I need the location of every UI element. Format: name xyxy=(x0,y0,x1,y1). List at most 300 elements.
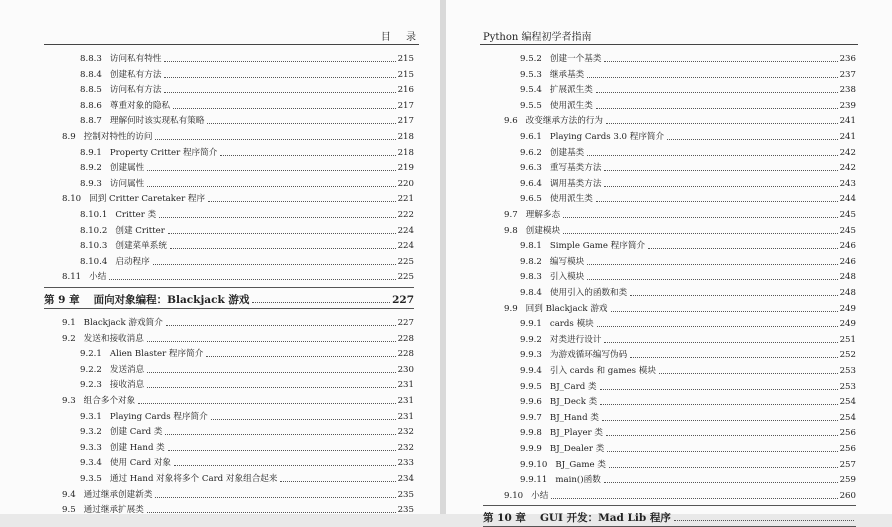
toc-entry xyxy=(504,112,856,127)
toc-page-number: 224 xyxy=(397,241,414,252)
toc-entry xyxy=(80,97,414,112)
toc-number: 8.9.1 xyxy=(80,147,102,158)
toc-page-number: 218 xyxy=(397,147,414,158)
dot-leader xyxy=(630,357,837,358)
toc-number: 9.3.5 xyxy=(80,474,102,484)
toc-title: 访问私有方法 xyxy=(109,85,162,96)
toc-number: 8.8.3 xyxy=(80,54,102,64)
toc-page-number: 235 xyxy=(397,505,414,516)
toc-entry xyxy=(520,424,856,439)
toc-page-number: 239 xyxy=(839,100,856,111)
toc-entry xyxy=(520,237,856,252)
toc-page-number: 215 xyxy=(397,69,414,80)
toc-page-number: 243 xyxy=(839,178,856,189)
toc-number: 9.9.8 xyxy=(520,428,542,439)
toc-title: 为游戏循环编写伪码 xyxy=(549,350,628,361)
dot-leader xyxy=(604,342,837,343)
toc-number: 8.10.2 xyxy=(80,225,108,236)
toc-entry xyxy=(62,128,414,143)
toc-entry xyxy=(80,408,414,423)
toc-number: 9.8.2 xyxy=(520,256,542,267)
toc-page-number: 218 xyxy=(397,132,414,142)
toc-number: 9.9.11 xyxy=(520,475,548,486)
dot-leader xyxy=(211,419,396,420)
dot-leader xyxy=(604,482,838,483)
toc-title: 创建基类 xyxy=(549,147,585,158)
toc-page-number: 228 xyxy=(397,349,414,360)
toc-page-number: 217 xyxy=(397,100,414,111)
dot-leader xyxy=(606,123,838,124)
toc-title: 创建私有方法 xyxy=(109,69,162,80)
toc-title: 重写基类方法 xyxy=(549,163,602,174)
toc-entry xyxy=(62,330,414,345)
toc-number: 9.6.5 xyxy=(520,194,542,205)
dot-leader xyxy=(604,186,837,187)
toc-title: 组合多个对象 xyxy=(83,396,136,406)
dot-leader xyxy=(597,326,838,327)
toc-page-number: 238 xyxy=(839,85,856,96)
toc-page-number: 241 xyxy=(839,132,856,142)
toc-page-number: 236 xyxy=(839,54,856,64)
toc-title: 调用基类方法 xyxy=(549,178,602,189)
dot-leader xyxy=(596,201,838,202)
toc-page-number: 242 xyxy=(839,147,856,158)
toc-title: cards 模块 xyxy=(549,319,594,330)
toc-title: 面向对象编程：Blackjack 游戏 xyxy=(93,294,250,306)
toc-entry xyxy=(520,128,856,143)
dot-leader xyxy=(147,186,395,187)
dot-leader xyxy=(164,77,395,78)
toc-entry xyxy=(520,97,856,112)
toc-title: 发送消息 xyxy=(109,364,145,375)
toc-entry xyxy=(80,112,414,127)
dot-leader xyxy=(147,372,395,373)
toc-title: 创建 Card 类 xyxy=(109,427,163,438)
toc-entry xyxy=(80,81,414,96)
dot-leader xyxy=(155,139,395,140)
toc-number: 第 9 章 xyxy=(44,294,80,306)
toc-chapter-entry xyxy=(44,289,414,306)
toc-title: 创建菜单系统 xyxy=(115,241,167,252)
toc-number: 9.5.2 xyxy=(520,54,542,64)
toc-entry xyxy=(520,471,856,486)
toc-title: 使用派生类 xyxy=(549,194,593,205)
dot-leader xyxy=(168,450,396,451)
toc-page-number: 225 xyxy=(397,272,414,283)
toc-page-number: 231 xyxy=(397,411,414,422)
toc-title: 理解多态 xyxy=(525,210,561,220)
toc-page-number: 231 xyxy=(397,396,414,406)
toc-page-number: 231 xyxy=(397,380,414,391)
dot-leader xyxy=(174,465,396,466)
dot-leader xyxy=(252,302,390,303)
dot-leader xyxy=(667,139,837,140)
toc-entry xyxy=(520,378,856,393)
toc-entry xyxy=(80,175,414,190)
dot-leader xyxy=(602,420,838,421)
toc-number: 9.3.4 xyxy=(80,458,102,469)
dot-leader xyxy=(659,373,838,374)
toc-number: 9.6.2 xyxy=(520,147,542,158)
toc-page-number: 233 xyxy=(397,458,414,469)
toc-page-number: 221 xyxy=(397,194,414,205)
toc-page-number: 242 xyxy=(839,163,856,174)
toc-title: Simple Game 程序简介 xyxy=(549,241,646,252)
toc-number: 9.6.4 xyxy=(520,178,542,189)
toc-title: 通过 Hand 对象将多个 Card 对象组合起来 xyxy=(109,474,278,484)
toc-number: 8.8.4 xyxy=(80,69,102,80)
toc-entry xyxy=(504,222,856,237)
toc-title: BJ_Player 类 xyxy=(549,428,603,439)
dot-leader xyxy=(563,233,838,234)
toc-page-number: 215 xyxy=(397,54,414,64)
toc-entry xyxy=(520,190,856,205)
toc-number: 8.8.5 xyxy=(80,85,102,96)
toc-page-number: 227 xyxy=(397,318,414,328)
toc-page-number: 219 xyxy=(397,163,414,174)
dot-leader xyxy=(206,356,395,357)
toc-entry xyxy=(80,159,414,174)
toc-title: BJ_Card 类 xyxy=(549,381,597,392)
toc-title: 继承基类 xyxy=(549,69,585,80)
dot-leader xyxy=(587,279,837,280)
toc-title: Critter 类 xyxy=(115,210,157,220)
toc-entry xyxy=(520,440,856,455)
toc-page-number: 248 xyxy=(839,288,856,298)
dot-leader xyxy=(109,279,395,280)
dot-leader xyxy=(147,387,395,388)
toc-number: 8.8.7 xyxy=(80,116,102,127)
toc-number: 9.9.10 xyxy=(520,459,548,470)
toc-entry xyxy=(520,315,856,330)
toc-number: 9.2.2 xyxy=(80,364,102,375)
toc-entry xyxy=(62,314,414,329)
toc-entry xyxy=(520,66,856,81)
toc-number: 9.9.7 xyxy=(520,412,542,423)
toc-entry xyxy=(520,144,856,159)
toc-page-number: 251 xyxy=(839,334,856,345)
toc-title: 创建模块 xyxy=(525,225,561,236)
toc-number: 9.6.3 xyxy=(520,163,542,174)
toc-number: 9.9 xyxy=(504,303,518,314)
header-rule xyxy=(44,44,419,45)
dot-leader xyxy=(607,451,837,452)
toc-number: 9.9.6 xyxy=(520,397,542,408)
toc-title: BJ_Deck 类 xyxy=(549,397,598,408)
toc-page-number: 224 xyxy=(397,225,414,236)
toc-page-number: 241 xyxy=(839,116,856,127)
toc-entry xyxy=(80,423,414,438)
toc-entry xyxy=(80,470,414,485)
toc-entry xyxy=(80,361,414,376)
toc-title: 启动程序 xyxy=(115,256,150,267)
dot-leader xyxy=(587,264,837,265)
toc-page-number: 225 xyxy=(397,256,414,267)
toc-number: 9.9.1 xyxy=(520,319,542,330)
chapter-rule xyxy=(44,287,414,288)
toc-title: 回到 Blackjack 游戏 xyxy=(525,303,608,314)
toc-title: Playing Cards 程序简介 xyxy=(109,411,208,422)
toc-number: 第 10 章 xyxy=(483,512,526,525)
toc-entry xyxy=(80,206,414,221)
toc-number: 9.10 xyxy=(504,490,524,501)
toc-number: 9.8.4 xyxy=(520,288,542,298)
dot-leader xyxy=(166,325,396,326)
toc-entry xyxy=(520,284,856,299)
toc-entry xyxy=(504,487,856,502)
toc-entry xyxy=(520,362,856,377)
toc-entry xyxy=(62,501,414,516)
toc-title: 创建 Critter xyxy=(115,225,165,236)
dot-leader xyxy=(207,123,395,124)
dot-leader xyxy=(587,77,837,78)
toc-number: 9.8.3 xyxy=(520,272,542,283)
dot-leader xyxy=(600,404,837,405)
toc-entry xyxy=(62,486,414,501)
chapter-rule xyxy=(44,308,414,309)
toc-entry xyxy=(520,50,856,65)
toc-page-number: 248 xyxy=(839,272,856,283)
header-rule xyxy=(480,44,858,45)
dot-leader xyxy=(220,155,395,156)
right-page xyxy=(446,0,892,525)
toc-page-number: 260 xyxy=(839,490,856,501)
chapter-rule xyxy=(483,505,856,506)
toc-entry xyxy=(80,144,414,159)
dot-leader xyxy=(147,341,396,342)
dot-leader xyxy=(153,264,396,265)
toc-title: 改变继承方法的行为 xyxy=(525,116,604,127)
dot-leader xyxy=(604,170,837,171)
toc-number: 8.11 xyxy=(62,272,82,283)
dot-leader xyxy=(147,512,396,513)
dot-leader xyxy=(173,108,396,109)
dot-leader xyxy=(147,170,395,171)
toc-entry xyxy=(520,346,856,361)
toc-title: 创建一个基类 xyxy=(549,54,602,64)
toc-entry xyxy=(520,159,856,174)
toc-title: 编写模块 xyxy=(549,256,585,267)
toc-page-number: 246 xyxy=(839,256,856,267)
toc-entry xyxy=(504,206,856,221)
toc-number: 8.10.4 xyxy=(80,256,108,267)
toc-number: 9.9.3 xyxy=(520,350,542,361)
toc-number: 9.3.3 xyxy=(80,442,102,453)
toc-title: 接收消息 xyxy=(109,380,145,391)
toc-title: 引入模块 xyxy=(549,272,585,283)
toc-page-number: 237 xyxy=(839,69,856,80)
dot-leader xyxy=(596,108,838,109)
toc-page-number: 227 xyxy=(392,294,414,306)
dot-leader xyxy=(164,92,395,93)
dot-leader xyxy=(648,248,838,249)
dot-leader xyxy=(674,520,854,521)
toc-page-number: 230 xyxy=(397,364,414,375)
dot-leader xyxy=(168,233,396,234)
toc-page-number: 253 xyxy=(839,366,856,376)
toc-title: main()函数 xyxy=(555,475,601,486)
toc-entry xyxy=(520,268,856,283)
dot-leader xyxy=(600,389,838,390)
toc-number: 9.5.3 xyxy=(520,69,542,80)
toc-page-number: 254 xyxy=(839,397,856,408)
toc-title: 使用 Card 对象 xyxy=(109,458,172,469)
toc-title: BJ_Hand 类 xyxy=(549,412,599,423)
dot-leader xyxy=(155,497,395,498)
toc-title: 小结 xyxy=(531,490,549,501)
toc-entry xyxy=(80,66,414,81)
page-header: Python 编程初学者指南 xyxy=(483,32,592,43)
toc-page-number: 235 xyxy=(397,489,414,500)
toc-title: 扩展派生类 xyxy=(549,85,593,96)
toc-title: Blackjack 游戏简介 xyxy=(83,318,163,328)
toc-title: 发送和接收消息 xyxy=(83,333,144,344)
toc-entry xyxy=(504,300,856,315)
toc-title: 使用派生类 xyxy=(549,100,593,111)
toc-page-number: 253 xyxy=(839,381,856,392)
toc-number: 8.9.2 xyxy=(80,163,102,174)
toc-number: 9.8 xyxy=(504,225,518,236)
toc-title: 通过继承创建新类 xyxy=(83,489,153,500)
dot-leader xyxy=(170,248,396,249)
toc-title: 创建 Hand 类 xyxy=(109,442,165,453)
toc-number: 9.3.2 xyxy=(80,427,102,438)
toc-page-number: 245 xyxy=(839,225,856,236)
dot-leader xyxy=(604,61,837,62)
toc-number: 9.6.1 xyxy=(520,132,542,142)
toc-number: 9.5.4 xyxy=(520,85,542,96)
toc-number: 9.7 xyxy=(504,210,518,220)
toc-number: 9.3.1 xyxy=(80,411,102,422)
toc-entry xyxy=(80,376,414,391)
toc-number: 9.8.1 xyxy=(520,241,542,252)
toc-number: 9.5 xyxy=(62,505,76,516)
toc-page-number: 216 xyxy=(397,85,414,96)
toc-page-number: 222 xyxy=(397,210,414,220)
toc-title: 理解何时该实现私有策略 xyxy=(109,116,205,127)
toc-page-number: 246 xyxy=(839,241,856,252)
toc-title: Playing Cards 3.0 程序简介 xyxy=(549,132,665,142)
toc-number: 9.2 xyxy=(62,333,76,344)
toc-title: 使用引入的函数和类 xyxy=(549,288,628,298)
toc-title: BJ_Game 类 xyxy=(555,459,606,470)
toc-number: 9.9.9 xyxy=(520,444,542,454)
toc-number: 8.10 xyxy=(62,194,82,205)
toc-number: 9.6 xyxy=(504,116,518,127)
toc-entry xyxy=(80,345,414,360)
toc-page-number: 232 xyxy=(397,442,414,453)
toc-title: BJ_Dealer 类 xyxy=(549,444,605,454)
toc-number: 8.10.3 xyxy=(80,241,108,252)
toc-page-number: 256 xyxy=(839,444,856,454)
toc-number: 9.9.2 xyxy=(520,334,542,345)
toc-page-number: 244 xyxy=(839,194,856,205)
toc-title: Alien Blaster 程序简介 xyxy=(109,349,204,360)
toc-entry xyxy=(62,392,414,407)
toc-title: 引入 cards 和 games 模块 xyxy=(549,366,656,376)
toc-number: 9.9.5 xyxy=(520,381,542,392)
toc-title: 创建属性 xyxy=(109,163,145,174)
toc-page-number: 234 xyxy=(397,474,414,484)
dot-leader xyxy=(563,217,838,218)
toc-number: 9.2.1 xyxy=(80,349,102,360)
toc-page-number: 217 xyxy=(397,116,414,127)
toc-title: 小结 xyxy=(89,272,107,283)
toc-number: 9.9.4 xyxy=(520,366,542,376)
dot-leader xyxy=(551,498,837,499)
toc-page-number: 228 xyxy=(397,333,414,344)
toc-page-number: 249 xyxy=(839,319,856,330)
toc-page-number: 252 xyxy=(839,350,856,361)
toc-page-number: 220 xyxy=(397,178,414,189)
dot-leader xyxy=(164,61,395,62)
toc-title: 访问私有特性 xyxy=(109,54,162,64)
toc-number: 9.4 xyxy=(62,489,76,500)
toc-title: Property Critter 程序简介 xyxy=(109,147,218,158)
toc-entry xyxy=(80,50,414,65)
dot-leader xyxy=(611,311,838,312)
toc-entry xyxy=(520,253,856,268)
toc-page-number: 256 xyxy=(839,428,856,439)
toc-number: 9.5.5 xyxy=(520,100,542,111)
toc-entry xyxy=(80,439,414,454)
toc-number: 8.9 xyxy=(62,132,76,142)
toc-entry xyxy=(520,393,856,408)
toc-number: 9.1 xyxy=(62,318,76,328)
dot-leader xyxy=(280,481,395,482)
toc-number: 8.9.3 xyxy=(80,178,102,189)
toc-page-number: 259 xyxy=(839,475,856,486)
toc-page-number: 245 xyxy=(839,210,856,220)
dot-leader xyxy=(596,92,838,93)
toc-number: 8.10.1 xyxy=(80,210,108,220)
toc-number: 9.3 xyxy=(62,396,76,406)
toc-entry xyxy=(62,268,414,283)
toc-entry xyxy=(80,222,414,237)
toc-title: 通过继承扩展类 xyxy=(83,505,144,516)
toc-entry xyxy=(80,237,414,252)
dot-leader xyxy=(208,201,395,202)
toc-entry xyxy=(520,81,856,96)
toc-number: 8.8.6 xyxy=(80,100,102,111)
toc-entry xyxy=(62,190,414,205)
toc-entry xyxy=(80,454,414,469)
toc-entry xyxy=(520,409,856,424)
toc-title: 尊重对象的隐私 xyxy=(109,100,171,111)
toc-page-number: 254 xyxy=(839,412,856,423)
dot-leader xyxy=(165,434,395,435)
toc-page-number: 249 xyxy=(839,303,856,314)
toc-page-number: 232 xyxy=(397,427,414,438)
dot-leader xyxy=(606,435,838,436)
toc-title: GUI 开发：Mad Lib 程序 xyxy=(539,512,671,525)
page-header: 目 录 xyxy=(380,32,422,43)
toc-entry xyxy=(520,175,856,190)
toc-entry xyxy=(80,253,414,268)
toc-title: 控制对特性的访问 xyxy=(83,132,153,142)
toc-page-number: 257 xyxy=(839,459,856,470)
left-page xyxy=(0,0,440,514)
toc-title: 访问属性 xyxy=(109,178,145,189)
toc-number: 9.2.3 xyxy=(80,380,102,391)
dot-leader xyxy=(609,467,838,468)
toc-entry xyxy=(520,456,856,471)
toc-chapter-entry xyxy=(483,507,856,524)
dot-leader xyxy=(138,403,395,404)
toc-title: 对类进行设计 xyxy=(549,334,602,345)
dot-leader xyxy=(630,295,837,296)
dot-leader xyxy=(587,155,837,156)
